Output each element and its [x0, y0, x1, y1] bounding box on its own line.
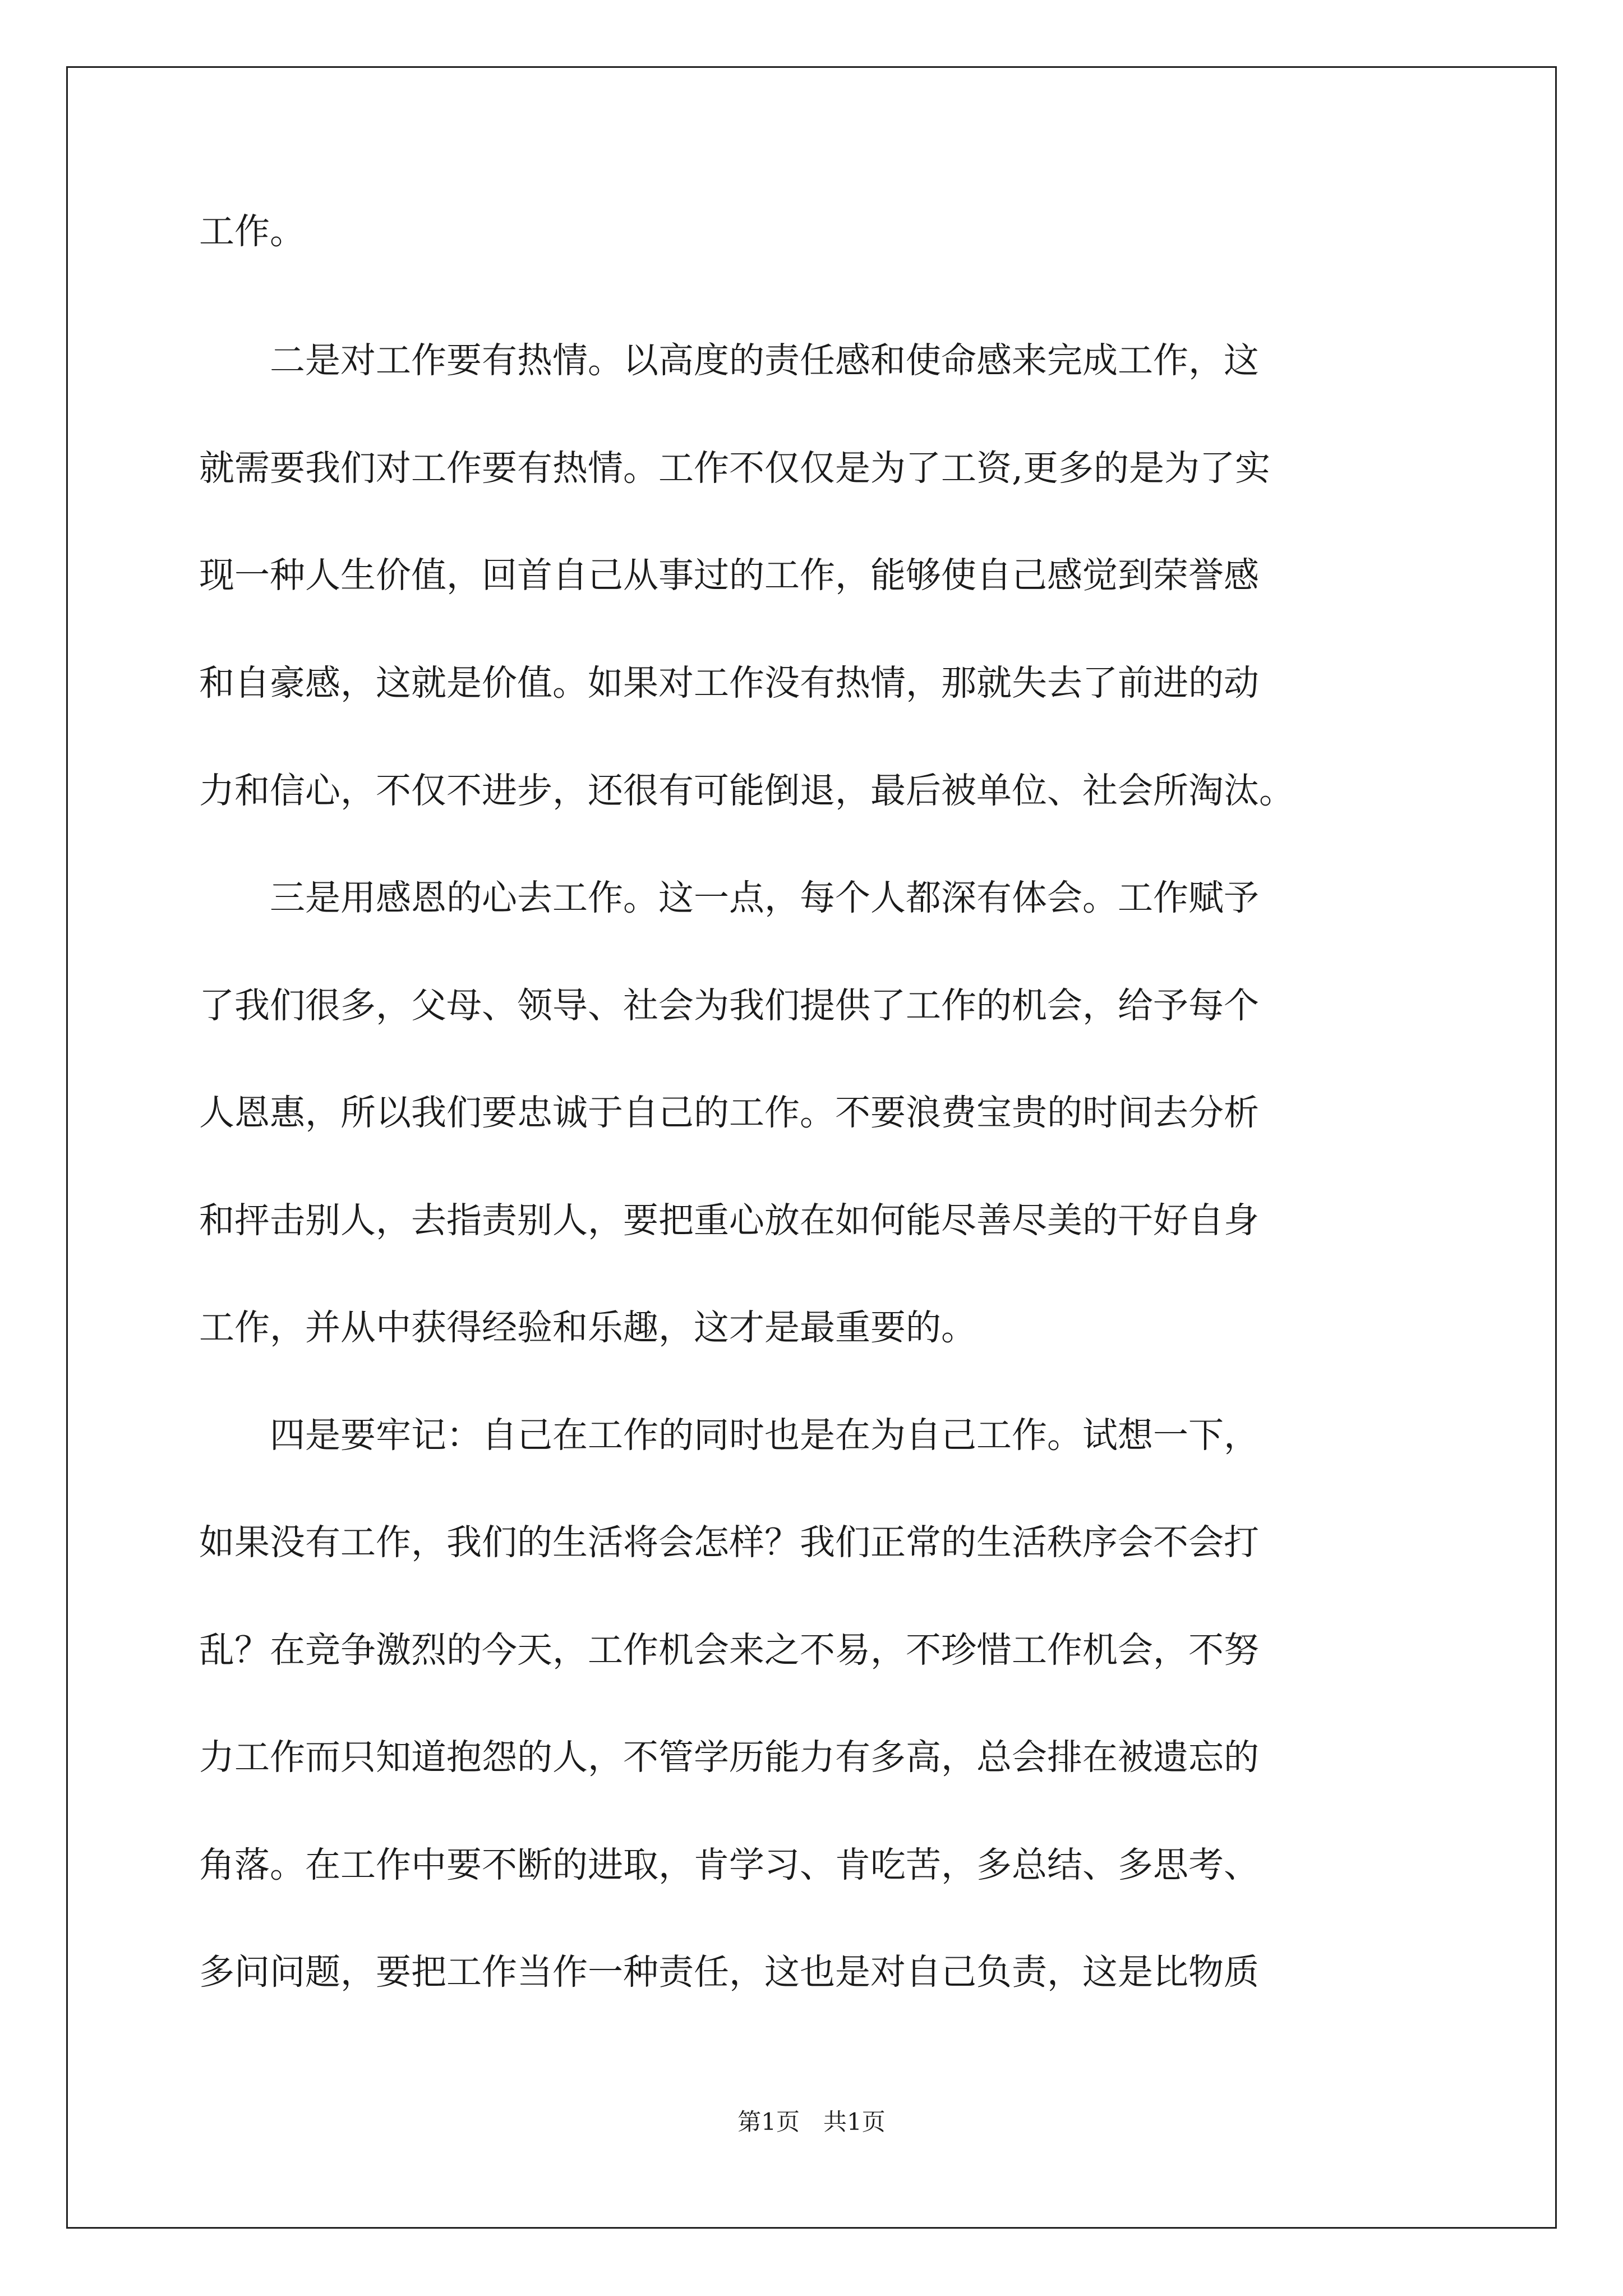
text-line: 就需要我们对工作要有热情。工作不仅仅是为了工资,更多的是为了实: [199, 448, 1271, 489]
text-line: 和抨击别人，去指责别人，要把重心放在如何能尽善尽美的干好自身: [199, 1200, 1259, 1241]
text-line: 现一种人生价值，回首自己从事过的工作，能够使自己感觉到荣誉感: [199, 555, 1259, 596]
text-line: 工作。: [199, 211, 305, 252]
text-line: 人恩惠，所以我们要忠诚于自己的工作。不要浪费宝贵的时间去分析: [199, 1092, 1259, 1133]
text-line: 多问问题，要把工作当作一种责任，这也是对自己负责，这是比物质: [199, 1952, 1259, 1993]
page-footer: [0, 2107, 1623, 2137]
text-line: 力工作而只知道抱怨的人，不管学历能力有多高，总会排在被遗忘的: [199, 1737, 1259, 1778]
text-line: 角落。在工作中要不断的进取，肯学习、肯吃苦，多总结、多思考、: [199, 1844, 1259, 1885]
text-line: 了我们很多，父母、领导、社会为我们提供了工作的机会，给予每个: [199, 985, 1259, 1026]
text-line: 二是对工作要有热情。以高度的责任感和使命感来完成工作，这: [199, 340, 1259, 381]
text-line: 如果没有工作，我们的生活将会怎样？我们正常的生活秩序会不会打: [199, 1522, 1259, 1563]
text-line: 乱？在竞争激烈的今天，工作机会来之不易，不珍惜工作机会，不努: [199, 1630, 1259, 1671]
text-line: 工作，并从中获得经验和乐趣，这才是最重要的。: [199, 1307, 976, 1348]
page-number: 第1页: [737, 2108, 800, 2136]
page-total: 共1页: [823, 2108, 886, 2136]
page-border: [66, 66, 1557, 2229]
text-line: 力和信心，不仅不进步，还很有可能倒退，最后被单位、社会所淘汰。: [199, 770, 1294, 811]
text-line: 三是用感恩的心去工作。这一点，每个人都深有体会。工作赋予: [199, 877, 1259, 918]
text-line: 四是要牢记：自己在工作的同时也是在为自己工作。试想一下，: [199, 1415, 1259, 1456]
text-line: 和自豪感，这就是价值。如果对工作没有热情，那就失去了前进的动: [199, 662, 1259, 703]
